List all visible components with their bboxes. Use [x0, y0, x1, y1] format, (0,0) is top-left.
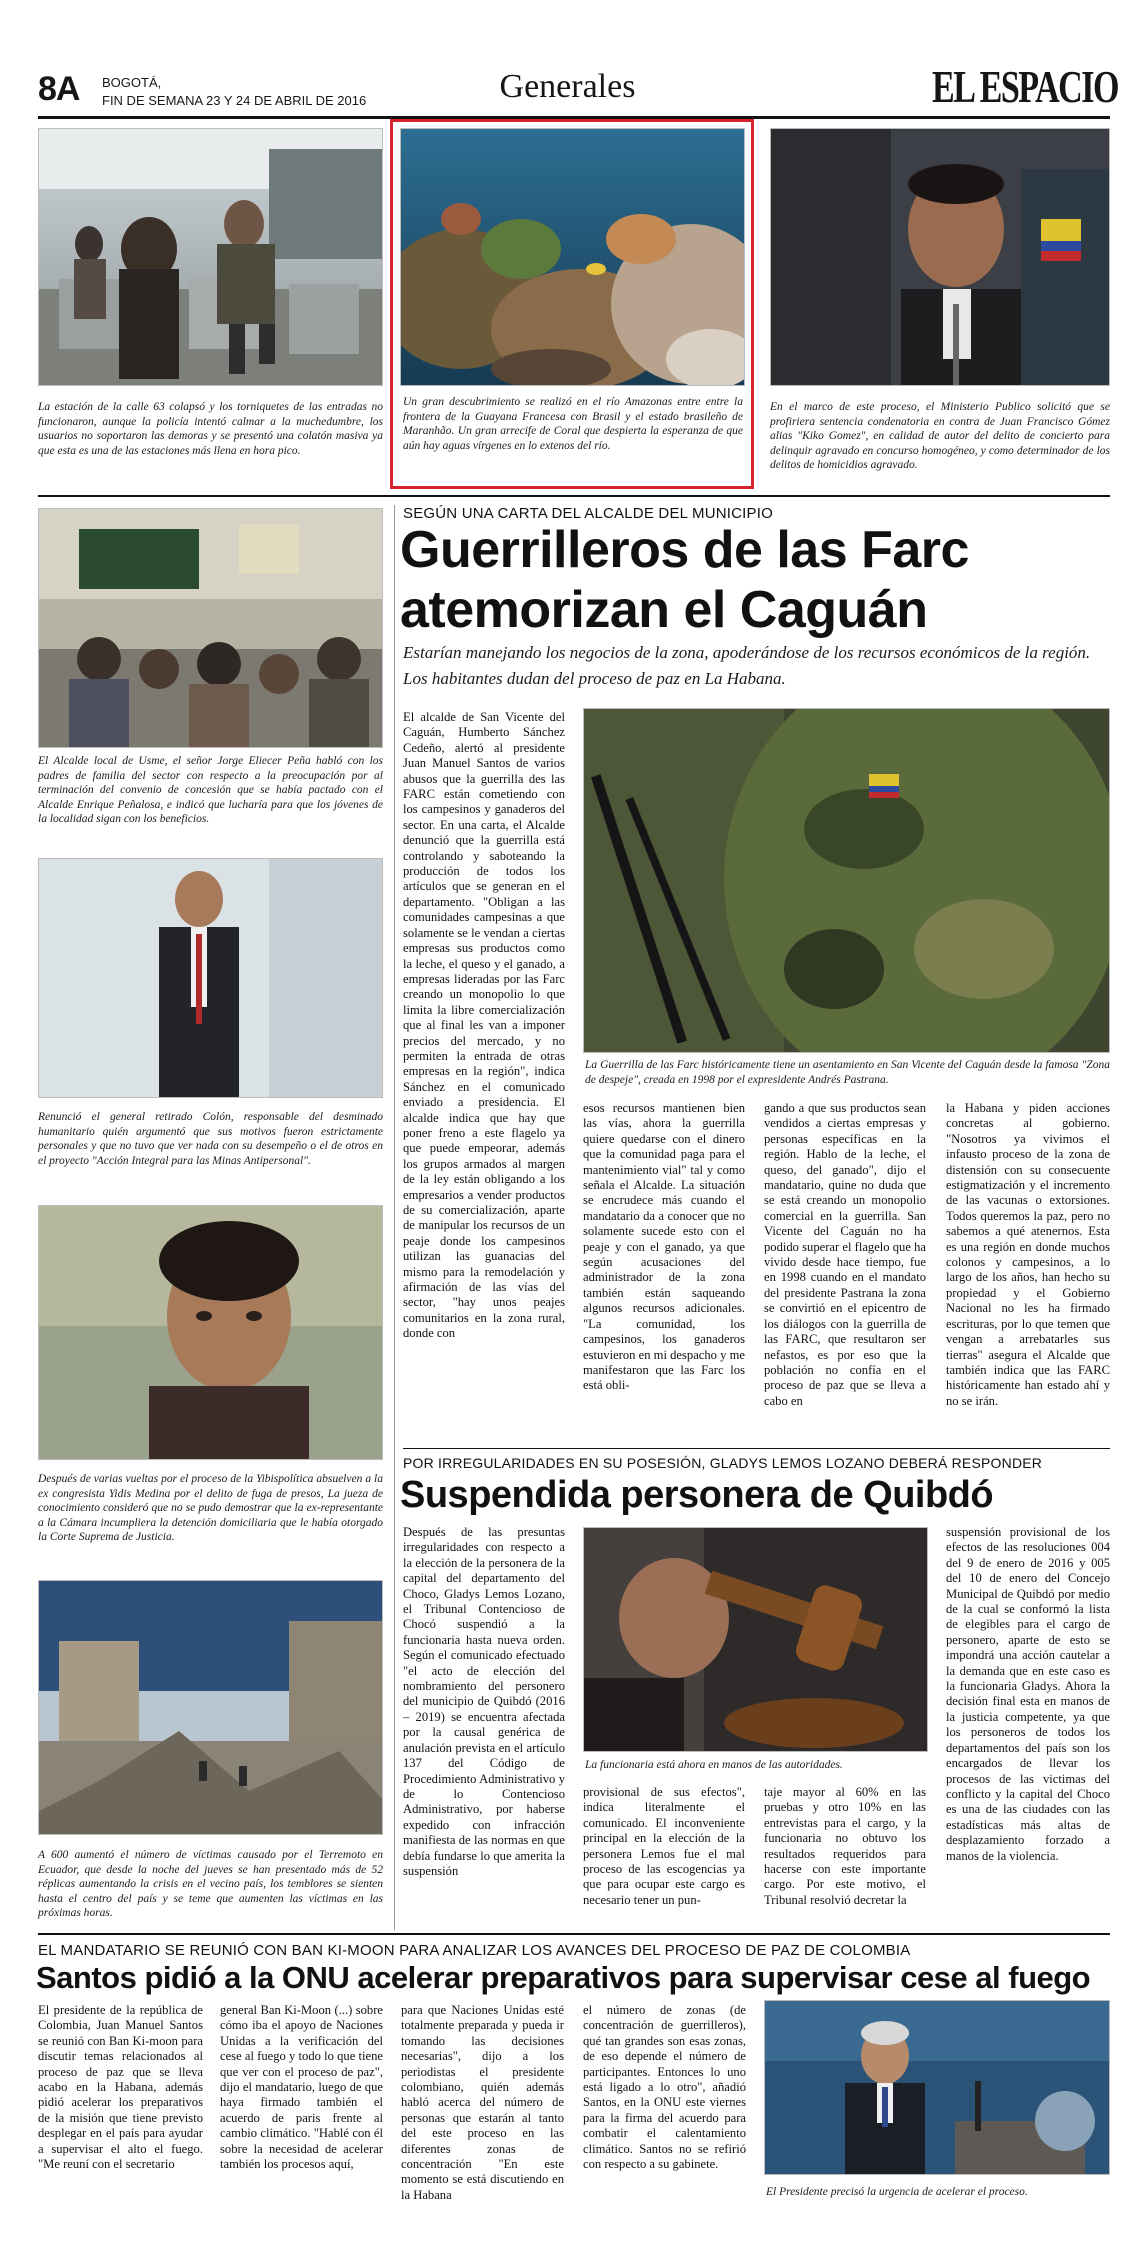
usme-caption: El Alcalde local de Usme, el señor Jorge Eliecer Peña habló con los padres de familia del sector con respecto a la preocupación por al terminación del convenio de concesión que se había pactado con el Alcalde Enrique Peñalosa, e indicó que lucharía para que los jóvenes de la localidad sigan con los beneficios. [38, 755, 383, 825]
santos-column-4: el número de zonas (de concentración de guerrilleros), qué tan grandes son esas zonas, de eso depende el número de participantes. Entonces lo uno está ligado a lo otro", añadió Santos, en la ONU este viernes para la firma del acuerdo para combatir el calentamiento climático. Santos no se refirió con respecto a su gabinete. [583, 2003, 746, 2172]
kiko-gomez-caption: En el marco de este proceso, el Ministerio Publico solicitó que se profiriera sentencia condenatoria en contra de Juan Francisco Gómez alias "Kiko Gomez", en calidad de autor del delito de concierto para delinquir agravado en concurso homogéneo, y como determinador de los delitos de homicidios agravado. [770, 401, 1110, 471]
section-title: Generales [499, 68, 636, 105]
santos-headline: Santos pidió a la ONU acelerar preparativos para supervisar cese al fuego [36, 1960, 1091, 1995]
quibdo-column-4: suspensión provisional de los efectos de las resoluciones 004 del 9 de enero de 2016 y 005 del 10 de enero del Concejo Municipal de Quibdó por medio de la cual se conformó la lista de elegibles para el cargo de personero, aparte de esto se impondrá una acción cautelar a la demanda que en este caso es la funcionaria Gladys. Ahora la decisión final esta en manos de la justicia competente, ya que los personeros de todos los departamentos del país son los encargados de llevar los procesos de las victimas del conflicto y la capital del Choco es una de las ciudades con las estadísticas más altas de desplazamiento forzado a manos de la violencia. [946, 1525, 1110, 1863]
medina-caption: Después de varias vueltas por el proceso de la Yibispolítica absuelven a la ex congresista Yidis Medina por el delito de fuga de presos, La jueza de conocimiento consideró que no se pudo demostrar que la ex-representante a la Cámara incumpliera la detención domiciliaria que le había otorgado la Corte Suprema de Justicia. [38, 1473, 383, 1543]
santos-top-rule [38, 1933, 1110, 1935]
metro-station-photo [38, 128, 383, 386]
farc-column-4: la Habana y piden acciones concretas al gobierno. "Nosotros ya vivimos el infausto proceso de la zona de distensión con su consecuente estigmatización y el incremento de las vacunas o extorsiones. Todos queremos la paz, pero no sabemos a qué atenernos. Esta es una región en donde muchos colonos y campesinos, a lo largo de los años, han hecho su propiedad y el Gobierno Nacional no les ha firmado escrituras, por lo que temen que vengan a arrebatarles sus tierras" asegura el Alcalde que también indica que las FARC históricamente han estado ahí y no se irán. [946, 1101, 1110, 1408]
highlight-box [390, 119, 754, 489]
santos-column-2: general Ban Ki-Moon (...) sobre cómo iba el apoyo de Naciones Unidas a la verificación del cese al fuego y todo lo que tiene que ver con el proceso de paz", dijo el mandatario, luego de que haya firmado también el acuerdo de paris frente al cambio climático. "Hablé con él sobre la necesidad de acelerar también los procesos aquí, [220, 2003, 383, 2172]
metro-station-caption: La estación de la calle 63 colapsó y los torniquetes de las entradas no funcionaron, aunque la policía intentó calmar a la muchedumbre, los usuarios no soportaron las demoras y se presentó una colatón masiva ya que esta es una de las estaciones más llena en hora pico. [38, 401, 383, 457]
quibdo-column-3: taje mayor al 60% en las pruebas y otro 10% en las entrevistas para el cargo, y la funcionaria no obtuvo los resultados requeridos para hacerse con este importante cargo. Por este motivo, el Tribunal resolvió decretar la [764, 1785, 926, 1907]
farc-column-2: esos recursos mantienen bien las vías, ahora la guerrilla quiere quedarse con el dinero que la comunidad paga para el mantenimiento vial" tal y como señala el Alcalde. La situación se encrudece más cuando el mandatario da a conocer que no solamente sucede esto con el peaje y con el ganado, ya que según acusaciones del administrador de la zona también están saqueando algunos recursos adicionales. "La comunidad, los campesinos, los ganaderos estuvieron en mi despacho y me manifestaron que las Farc los está obli- [583, 1101, 745, 1393]
santos-column-3: para que Naciones Unidas esté totalmente preparada y pueda ir tomando las decisiones necesarias", dijo a los periodistas el presidente colombiano, quién además habló acerca del número de personas que estarán al tanto del este proceso en las diferentes zonas de concentración "En este momento se está discutiendo en la Habana [401, 2003, 564, 2202]
farc-dek: Estarían manejando los negocios de la zona, apoderándose de los recursos económicos de la región. Los habitantes dudan del proceso de paz en La Habana. [403, 643, 1091, 688]
quibdo-column-2: provisional de sus efectos", indica literalmente el comunicado. El inconveniente principal en la elección de la personera Lemos fue el mal proceso de las escogencias ya que para ocupar este cargo es necesario tener un pun- [583, 1785, 745, 1907]
ecuador-quake-photo [38, 1580, 383, 1835]
colon-caption: Renunció el general retirado Colón, responsable del desminado humanitario quién argumentó que sus motivos fueron estrictamente personales y que no tuvo que ver nada con su desempeño o el de otros en el proyecto "Acción Integral para las Minas Antipersonal". [38, 1111, 383, 1167]
ecuador-caption: A 600 aumentó el número de víctimas causado por el Terremoto en Ecuador, que desde la noche del jueves se han presentado más de 52 réplicas aumentando la crisis en el vecino país, los temblores se sienten hasta el centro del país y se teme que aumenten las víctimas en las próximas horas. [38, 1849, 383, 1919]
santos-un-photo [764, 2000, 1110, 2175]
general-colon-photo [38, 858, 383, 1098]
quibdo-kicker: POR IRREGULARIDADES EN SU POSESIÓN, GLADYS LEMOS LOZANO DEBERÁ RESPONDER [403, 1455, 1043, 1471]
quibdo-headline: Suspendida personera de Quibdó [400, 1474, 994, 1516]
sidebar-divider [394, 505, 395, 1930]
farc-guerrilla-photo [583, 708, 1110, 1053]
farc-column-3: gando a que sus productos sean vendidos a ciertas empresas y personas específicas en la región. Hablo de la leche, el queso, del ganado", dijo el mandatario, quine no duda que se está creando un monopolio comercial en la guerrilla. San Vicente del Caguán no ha podido superar el flagelo que ha vivido desde hace tiempo, fue en 1998 cuando en el mandato del presidente Pastrana la zona se convirtió en el epicentro de los diálogos con la guerrilla de las FARC, que resultaron ser nefastos, es por eso que la población no confía en el proceso de paz que se lleva a cabo en [764, 1101, 926, 1408]
masthead: EL ESPACIO [932, 61, 1119, 112]
page-number: 8A [38, 70, 80, 108]
farc-bottom-rule [403, 1448, 1110, 1449]
quibdo-column-1: Después de las presuntas irregularidades con respecto a la elección de la personera de la capital del departamento del Choco, Gladys Lemos Lozano, el Tribunal Contencioso de Chocó suspendió a la funcionaria hasta nueva orden. Según el comunicado efectuado "el acto de elección del nombramiento del personero del municipio de Quibdó (2016 – 2019) se encuentra afectada por la causal genérica de anulación prevista en el artículo 137 del Código de Procedimiento Administrativo y de lo Contencioso Administrativo, por haberse expedido con infracción manifiesta de las normas en que debía fundarse lo que amerita la suspensión [403, 1525, 565, 1878]
farc-headline-line-1: Guerrilleros de las Farc [400, 521, 969, 579]
kiko-gomez-photo [770, 128, 1110, 386]
farc-headline-line-2: atemorizan el Caguán [400, 581, 928, 639]
header-date: FIN DE SEMANA 23 Y 24 DE ABRIL DE 2016 [102, 93, 367, 108]
gavel-photo [583, 1527, 928, 1752]
usme-classroom-photo [38, 508, 383, 748]
farc-column-1: El alcalde de San Vicente del Caguán, Humberto Sánchez Cedeño, alertó al presidente Juan Manuel Santos de varios abusos que la guerrilla des las FARC están cometiendo con los campesinos y ganaderos del sector. En una carta, el Alcalde denunció que la guerrilla está controlando y saboteando la producción de todos los artículos que se generan en el departamento. "Obligan a las comunidades campesinas a que solamente se le vendan a ciertas empresas sus productos como la leche, el queso y el ganado, a empresas lideradas por las Farc creando un monopolio lo que limita la libre comercialización que al final les van a imponer precios del mercado, y no permiten la entrada de otras empresas en la región", indica Sánchez en el comunicado enviado a presidencia. El alcalde indica que hay que poner freno a este flagelo ya que puede empeorar, además los grupos armados al margen de la ley están obligando a los empresarios a vender productos de su comercialización, aparte de manipular los recursos de un peaje donde los campesinos utilizan las guanacias del mismo para la remodelación y afirmación de las vías del sector, "hay unos peajes comunitarios en la zona rural, donde con [403, 710, 565, 1341]
farc-kicker: SEGÚN UNA CARTA DEL ALCALDE DEL MUNICIPIO [403, 505, 773, 522]
santos-photo-caption: El Presidente precisó la urgencia de acelerar el proceso. [766, 2186, 1028, 2198]
santos-column-1: El presidente de la república de Colombia, Juan Manuel Santos se reunió con Ban Ki-moon para discutir temas relacionados al proceso de paz que se lleva acabo en la Habana, además pidió acelerar los preparativos de la misión que tiene previsto desplegar en el país para ayudar a supervisar el alto el fuego. "Me reuní con el secretario [38, 2003, 203, 2172]
gavel-caption: La funcionaria está ahora en manos de las autoridades. [585, 1759, 843, 1771]
header-city: BOGOTÁ, [102, 75, 162, 90]
farc-photo-caption: La Guerrilla de las Farc históricamente tiene un asentamiento en San Vicente del Caguán desde la famosa "Zona de despeje", creada en 1998 por el expresidente Andrés Pastrana. [585, 1059, 1110, 1086]
top-row-rule [38, 495, 1110, 497]
yidis-medina-photo [38, 1205, 383, 1460]
santos-kicker: EL MANDATARIO SE REUNIÓ CON BAN KI-MOON PARA ANALIZAR LOS AVANCES DEL PROCESO DE PAZ DE COLOMBIA [38, 1942, 911, 1959]
coral-reef-caption: Un gran descubrimiento se realizó en el río Amazonas entre entre la frontera de la Guayana Francesa con Brasil y el estado brasileño de Maranhão. Un gran arrecife de Coral que despierta la esperanza de que aún hay aguas vírgenes en lo extenos del río. [403, 396, 743, 452]
